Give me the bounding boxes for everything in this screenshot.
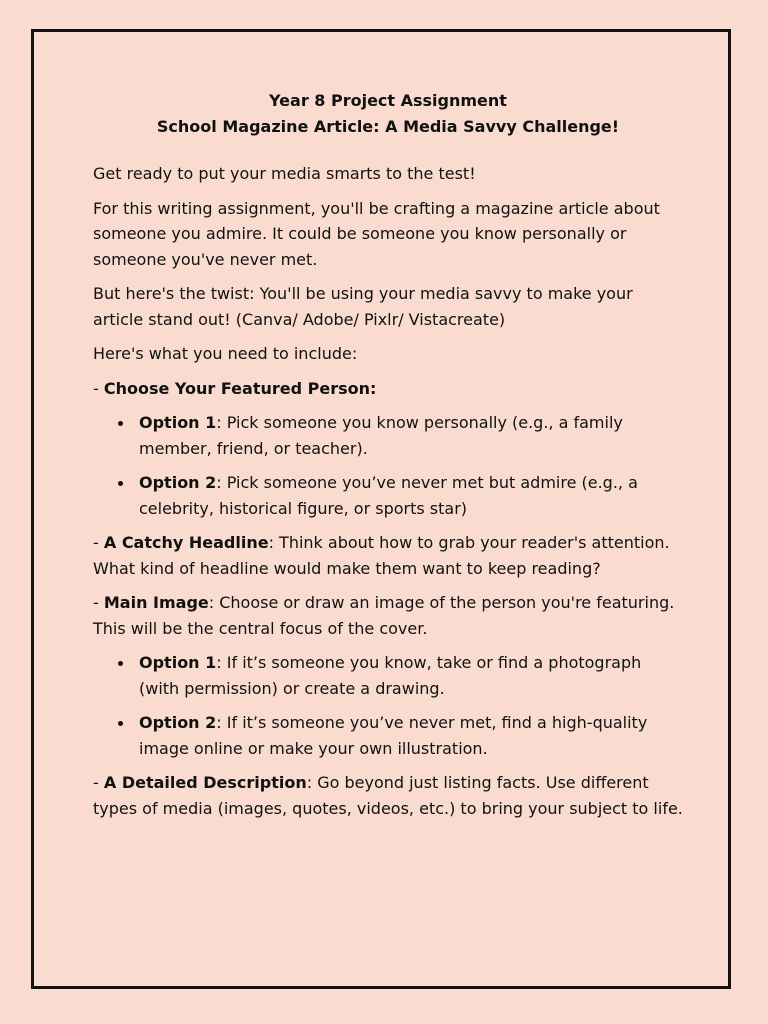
option-label: Option 1 (139, 413, 217, 432)
option-text: : Pick someone you know personally (e.g., a family member, friend, or teacher). (139, 413, 623, 458)
twist-paragraph: But here's the twist: You'll be using your media savvy to make your article stand out! (Canva/ Adobe/ Pixlr/ Vistacreate) (93, 284, 633, 329)
intro-paragraph: Get ready to put your media smarts to the test! (93, 164, 476, 183)
main-image-options (93, 650, 683, 761)
section-text: : Choose or draw an image of the person you're featuring. This will be the central focus of the cover. (93, 593, 675, 638)
section-prefix: - (93, 533, 104, 552)
section-featured-person (93, 376, 683, 402)
section-text: : Think about how to grab your reader's attention. What kind of headline would make them want to keep reading? (93, 533, 670, 578)
list-item (139, 470, 683, 521)
section-prefix: - (93, 773, 104, 792)
option-text: : If it’s someone you know, take or find a photograph (with permission) or create a drawing. (139, 653, 642, 698)
section-heading: A Detailed Description (103, 773, 307, 792)
section-main-image (93, 590, 683, 641)
option-label: Option 2 (139, 473, 217, 492)
option-label: Option 1 (139, 653, 217, 672)
section-prefix: - (93, 593, 104, 612)
title-line-1: Year 8 Project Assignment (269, 91, 507, 110)
title-line-2: School Magazine Article: A Media Savvy Challenge! (156, 116, 620, 136)
section-heading: Main Image (103, 593, 209, 612)
list-item (139, 650, 683, 701)
assignment-paragraph: For this writing assignment, you'll be crafting a magazine article about someone you admire. It could be someone you know personally or someone you've never met. (93, 198, 660, 269)
option-text: : Pick someone you’ve never met but admire (e.g., a celebrity, historical figure, or sports star) (139, 473, 638, 518)
section-heading: A Catchy Headline (103, 533, 269, 552)
include-paragraph: Here's what you need to include: (93, 344, 358, 363)
featured-person-options (93, 410, 683, 521)
section-heading: Choose Your Featured Person: (103, 378, 377, 398)
option-text: : If it’s someone you’ve never met, find a high-quality image online or make your own illustration. (139, 713, 648, 758)
list-item (139, 410, 683, 461)
list-item (139, 710, 683, 761)
section-prefix: - (93, 378, 104, 398)
option-label: Option 2 (139, 713, 217, 732)
title-block (93, 88, 683, 139)
section-headline (93, 530, 683, 581)
document-body (93, 88, 683, 830)
section-text: : Go beyond just listing facts. Use different types of media (images, quotes, videos, etc.) to bring your subject to life. (93, 773, 683, 818)
section-description (93, 770, 683, 821)
